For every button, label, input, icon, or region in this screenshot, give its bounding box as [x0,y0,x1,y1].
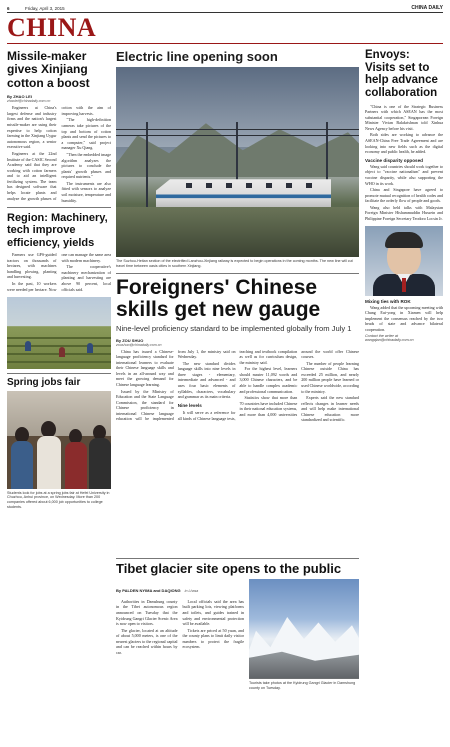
paragraph: China and Singapore have agreed to promote mutual recognition of health codes and facilitate the orderly flow of people and goods. [365,187,443,204]
issue-date: Friday, April 3, 2015 [25,6,65,11]
paragraph: The number of people learning Chinese outside China has exceeded 25 million, and nearly 200 million people have learned or used Chinese worldwide, according to the ministry. [301,360,359,394]
divider [7,207,111,208]
byline: By PALDEN NYIMA and DAQIONG [116,587,181,593]
envoys-body [365,164,443,222]
byline-email[interactable]: zoushuo@chinadaily.com.cn [116,342,162,347]
photo-caption: Students look for jobs at a spring jobs fair at Hefei University in Chuzhou, Anhui province, on Wednesday. More than 200 companies offered about 6,000 job opportunities to college students. [7,490,110,510]
paragraph: "China is one of the Strategic Business Partners with which ASEAN has the most substantial cooperation," Singaporean Foreign Minister Vivian Balakrishnan told Xinhua News Agency before his visit. [365,103,443,131]
envoys-body [365,104,443,155]
subhead: Vaccine disparity opposed [365,157,423,163]
page-number: 6 [7,6,10,11]
glacier-photo [249,579,359,679]
paragraph: Statistics show that more than 70 countries have included Chinese in their national education systems, and more than 4,000 universities around the world offer Chinese courses. [239,348,359,417]
subhead: Mixing ties with ROK [365,298,411,304]
farm-photo [7,297,111,369]
byline: By ZHAO LEI [7,94,32,100]
jobs-fair-photo [7,391,111,489]
paragraph: "The high-definition cameras take pictures of the top and bottom of cotton plants and send the pictures to a computer," said project manager Xu Qiang. [61,117,111,151]
paragraph: In the past, 10 workers were needed per hectare. Now one can manage the same area with modern machinery. [7,252,111,292]
byline-email[interactable]: zhaolei@chinadaily.com.cn [7,99,51,104]
envoy-photo [365,226,443,296]
story-headline[interactable]: Missile-maker gives Xinjiang cotton a boost [7,49,90,90]
paragraph: "Then the embedded image algorithm analyzes the pictures to conclude the plants' growth phases and required nutrients." [61,151,111,180]
paragraph: The new standard divides language skills into nine levels in three stages - elementary, intermediate and advanced - and uses four basic elements of syllables, characters, vocabulary and grammar as its main criteria. [177,360,236,400]
paragraph: Both sides are working to advance the ASEAN-China Free Trade Agreement and are looking into new fields such as the digital economy and public health, he added. [365,132,443,155]
paragraph: The cooperative's machinery mechanization of planting and harvesting are above 90 percent, local officials said. [61,264,111,292]
divider [7,373,111,374]
paragraph: Local officials said the area has built parking lots, viewing platforms and toilets, and guides trained in safety and environmental protection will be available. [182,598,244,627]
envoys-headline[interactable]: Envoys: Visits set to help advance collaboration [365,49,438,99]
divider [116,558,359,559]
glacier-body [116,599,244,656]
paragraph: Experts said the new standard reflects changes in learner needs and will help make international Chinese education more standardized and scientific. [301,395,359,423]
envoys-body [365,305,443,333]
main-deck: Nine-level proficiency standard to be implemented globally from July 1 [116,324,352,334]
section-rule [7,43,443,44]
paragraph: Engineers at China's largest defense and industry firms and the nation's largest missile-maker are using their expertise to help cotton farming in the Xinjiang Uygur autonomous region, a senior executive said. [7,105,57,150]
paragraph: Issued by the Ministry of Education and the State Language Commission, the standard for Chinese proficiency in international Chinese language education will be implemented from July 1, the ministry said on Wednesday. [116,348,236,422]
paragraph: Wang added that the upcoming meeting with Chung Eui-yong in Xiamen will help implement the consensus reached by the two heads of state and advance bilateral cooperation. [365,304,443,332]
railway-photo [116,67,359,257]
center-column [116,46,359,741]
paragraph: Engineers at the 22nd Institute of the CASIC Second Academy said that they are working with cotton farmers and to aid an intelligent fertilizing system. The team has designed software that helps locate plants and analyze the growth phases of cotton with the aim of improving harvests. [7,105,111,201]
paragraph: Wang said countries should work together to object to "vaccine nationalism" and prevent vaccine disparity, while also supporting the WHO in its work. [365,163,443,186]
right-column [365,46,443,741]
left-column [7,46,111,741]
paragraph: Authorities in Damshung county in the Tibet autonomous region announced on Tuesday that the Kyidrung Gangri Glacier Scenic Area is now open to visitors. [116,598,178,627]
contact-line[interactable]: Contact the writer at wangqian@chinadaily.com.cn [365,334,414,343]
paragraph: It will serve as a reference for all kinds of Chinese language tests, teaching and textbook compilation as well as for curriculum design, the ministry said. [177,348,298,421]
paragraph: Farmers use GPS-guided tractors on thousands of hectares, with machines handling plowing, planting and harvesting. [7,252,57,280]
story-headline[interactable]: Region: Machinery, tech improve efficiency, yields [7,212,108,249]
paragraph: Tickets are priced at 50 yuan, and the county plans to limit daily visitor numbers to protect the fragile ecosystem. [182,627,244,650]
byline-location: in Lhasa [184,588,199,593]
main-headline[interactable]: Foreigners' Chinese skills get new gauge [116,275,321,321]
paragraph: The glacier, located at an altitude of about 5,000 meters, is one of the nearest glaciers to the regional capital and can be reached within hours by car. [116,627,178,655]
main-body [116,349,359,554]
paragraph: China has issued a Chinese-language proficiency standard for international learners to evaluate their Chinese language skills and levels in an all-around way and meet the growing demand for Chinese language learning. [116,348,174,387]
story-body [7,252,111,293]
paragraph: For the highest level, learners should master 11,092 words and 3,000 Chinese characters, and be able to handle complex academic and professional communication. [239,366,298,394]
byline: By ZOU SHUO [116,337,144,343]
divider [116,273,359,274]
section-title: CHINA [7,13,97,42]
story-body [7,105,111,203]
photo-caption: Tourists take photos at the Kyidrung Gangri Glacier in Damshung county on Tuesday. [249,680,356,690]
paragraph: Wang also held talks with Malaysian Foreign Minister Hishammuddin Hussein and Philippine Foreign Secretary Teodoro Locsin Jr. [365,204,443,221]
feature-headline[interactable]: Spring jobs fair [7,376,81,388]
paragraph: The instruments are also fitted with sensors to analyze soil moisture, temperature and humidity. [61,180,111,203]
glacier-headline[interactable]: Tibet glacier site opens to the public [116,560,342,576]
paper-name: CHINA DAILY [411,5,443,11]
rail-headline[interactable]: Electric line opening soon [116,49,278,64]
subhead: Nine levels [177,402,202,408]
photo-caption: The Suzhou-Hetian section of the electrified Lanzhou-Xinjiang railway is expected to begin operations in the coming months. The new line will cut travel time between oasis cities in southern Xinjiang. [116,259,353,269]
